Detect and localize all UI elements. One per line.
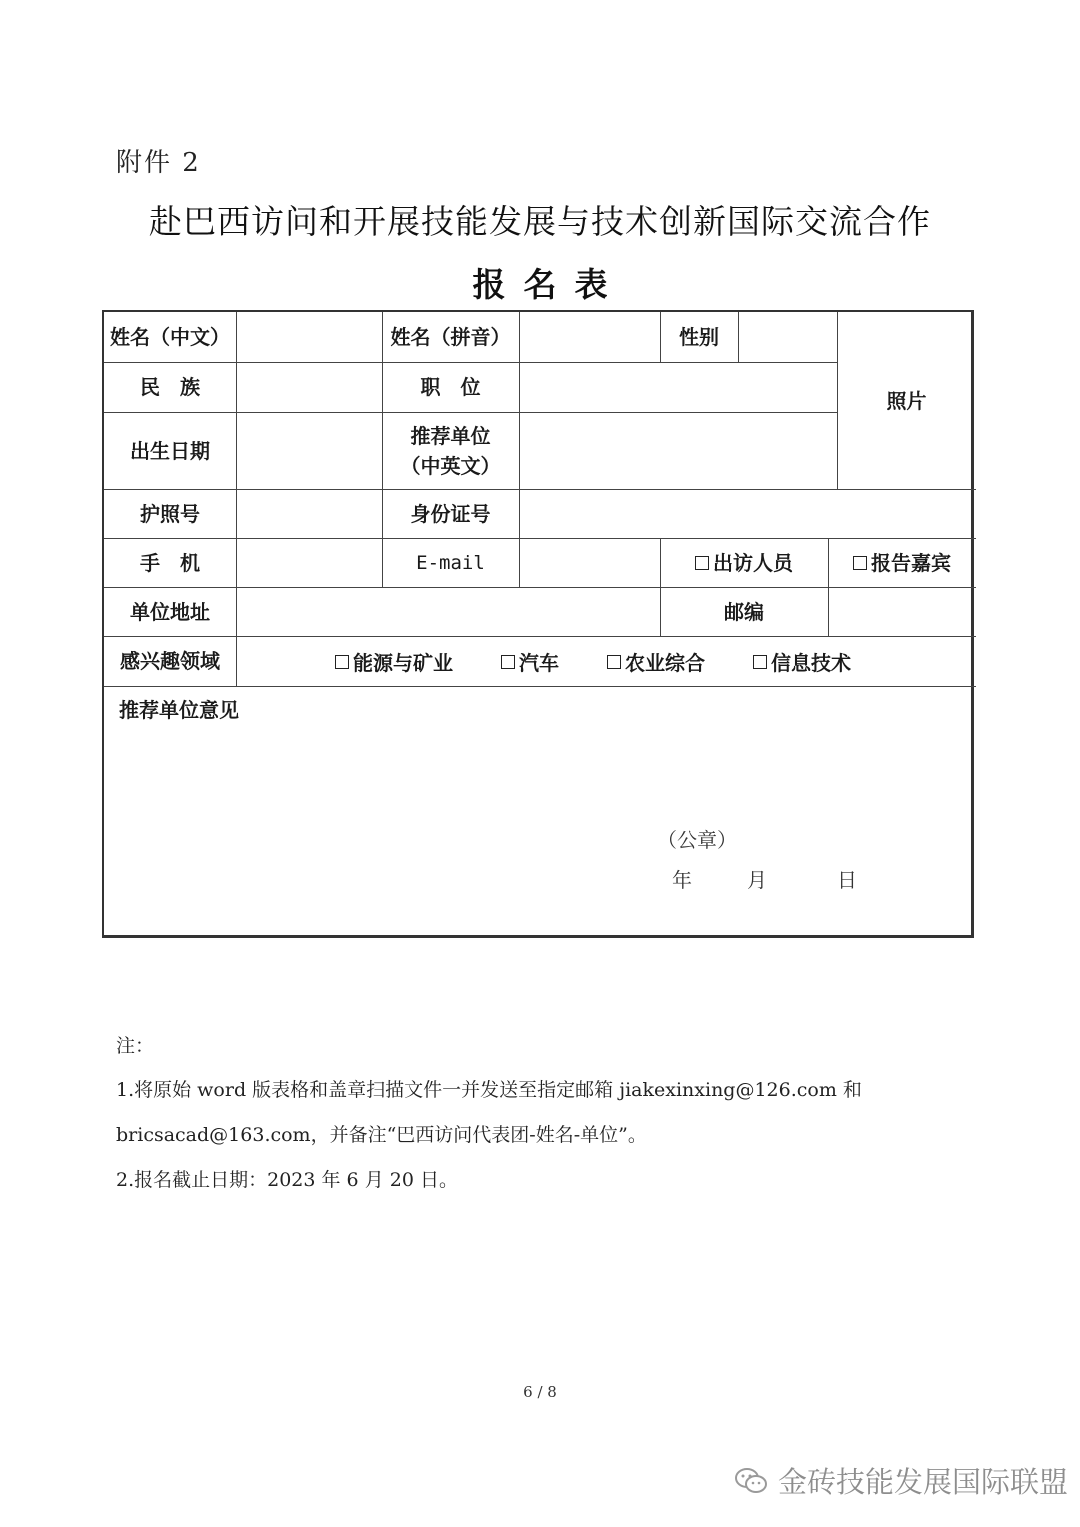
interest-option-label: 农业综合 (625, 651, 705, 675)
interest-option-it[interactable] (753, 647, 851, 676)
postcode-field[interactable] (828, 587, 976, 636)
gender-field[interactable] (738, 312, 837, 362)
postcode-label: 邮编 (724, 599, 764, 624)
interest-option-label: 汽车 (519, 651, 559, 675)
recommending-unit-label-line1: 推荐单位 (410, 423, 491, 448)
note-line-2: bricsacad@163.com，并备注“巴西访问代表团-姓名-单位”。 (116, 1124, 647, 1146)
interest-option-agriculture[interactable] (607, 647, 705, 676)
mobile-field[interactable] (236, 538, 382, 587)
official-seal-label: （公章） (657, 828, 737, 852)
watermark (734, 1460, 1068, 1501)
photo-label: 照片 (886, 388, 927, 413)
name-pinyin-field[interactable] (519, 312, 660, 362)
birth-date-label: 出生日期 (130, 438, 210, 463)
checkbox-icon (501, 655, 515, 669)
page-number: 6 / 8 (523, 1383, 557, 1401)
name-cn-label: 姓名（中文） (110, 325, 230, 349)
passport-label: 护照号 (140, 501, 200, 526)
interest-option-label: 信息技术 (771, 651, 851, 675)
attachment-label: 附件 2 (116, 148, 201, 178)
checkbox-icon (607, 655, 621, 669)
watermark-text: 金砖技能发展国际联盟 (778, 1465, 1069, 1499)
checkbox-icon (753, 655, 767, 669)
email-field[interactable] (519, 538, 660, 587)
interest-option-label: 能源与矿业 (353, 651, 453, 675)
id-number-label: 身份证号 (410, 501, 491, 526)
registration-form-table (102, 310, 974, 938)
form-title: 赴巴西访问和开展技能发展与技术创新国际交流合作 (149, 202, 931, 241)
checkbox-icon (853, 556, 867, 570)
notes-heading: 注： (116, 1035, 155, 1057)
opinion-label: 推荐单位意见 (119, 698, 239, 722)
interest-options (237, 637, 976, 686)
guest-speaker-checkbox[interactable] (828, 538, 976, 587)
email-label: E-mail (416, 551, 485, 574)
wechat-icon (734, 1466, 768, 1496)
interest-label: 感兴趣领域 (120, 649, 220, 673)
day-label: 日 (837, 868, 857, 892)
checkbox-icon (335, 655, 349, 669)
checkbox-icon (695, 556, 709, 570)
name-cn-field[interactable] (236, 312, 382, 362)
visitor-label: 出访人员 (713, 550, 793, 575)
recommending-unit-label-line2: （中英文） (400, 453, 501, 478)
gender-label: 性别 (679, 325, 719, 349)
position-label: 职 位 (420, 375, 481, 399)
ethnicity-field[interactable] (236, 362, 382, 412)
position-field[interactable] (519, 362, 837, 412)
birth-date-field[interactable] (236, 412, 382, 489)
mobile-label: 手 机 (140, 550, 200, 575)
visitor-checkbox[interactable] (660, 538, 828, 587)
id-number-field[interactable] (519, 489, 976, 538)
month-label: 月 (747, 868, 767, 892)
note-line-1: 1.将原始 word 版表格和盖章扫描文件一并发送至指定邮箱 jiakexinxing@126.com 和 (116, 1079, 862, 1101)
ethnicity-label: 民 族 (140, 375, 200, 399)
name-pinyin-label: 姓名（拼音） (390, 325, 511, 349)
guest-speaker-label: 报告嘉宾 (871, 550, 951, 575)
recommending-unit-label (382, 412, 519, 489)
interest-option-auto[interactable] (501, 647, 559, 676)
recommending-unit-field[interactable] (519, 412, 837, 489)
interest-option-energy[interactable] (335, 647, 453, 676)
address-label: 单位地址 (130, 599, 210, 624)
address-field[interactable] (236, 587, 660, 636)
form-subtitle: 报名表 (472, 265, 626, 304)
note-line-3: 2.报名截止日期：2023 年 6 月 20 日。 (116, 1169, 458, 1191)
passport-field[interactable] (236, 489, 382, 538)
year-label: 年 (672, 868, 692, 892)
